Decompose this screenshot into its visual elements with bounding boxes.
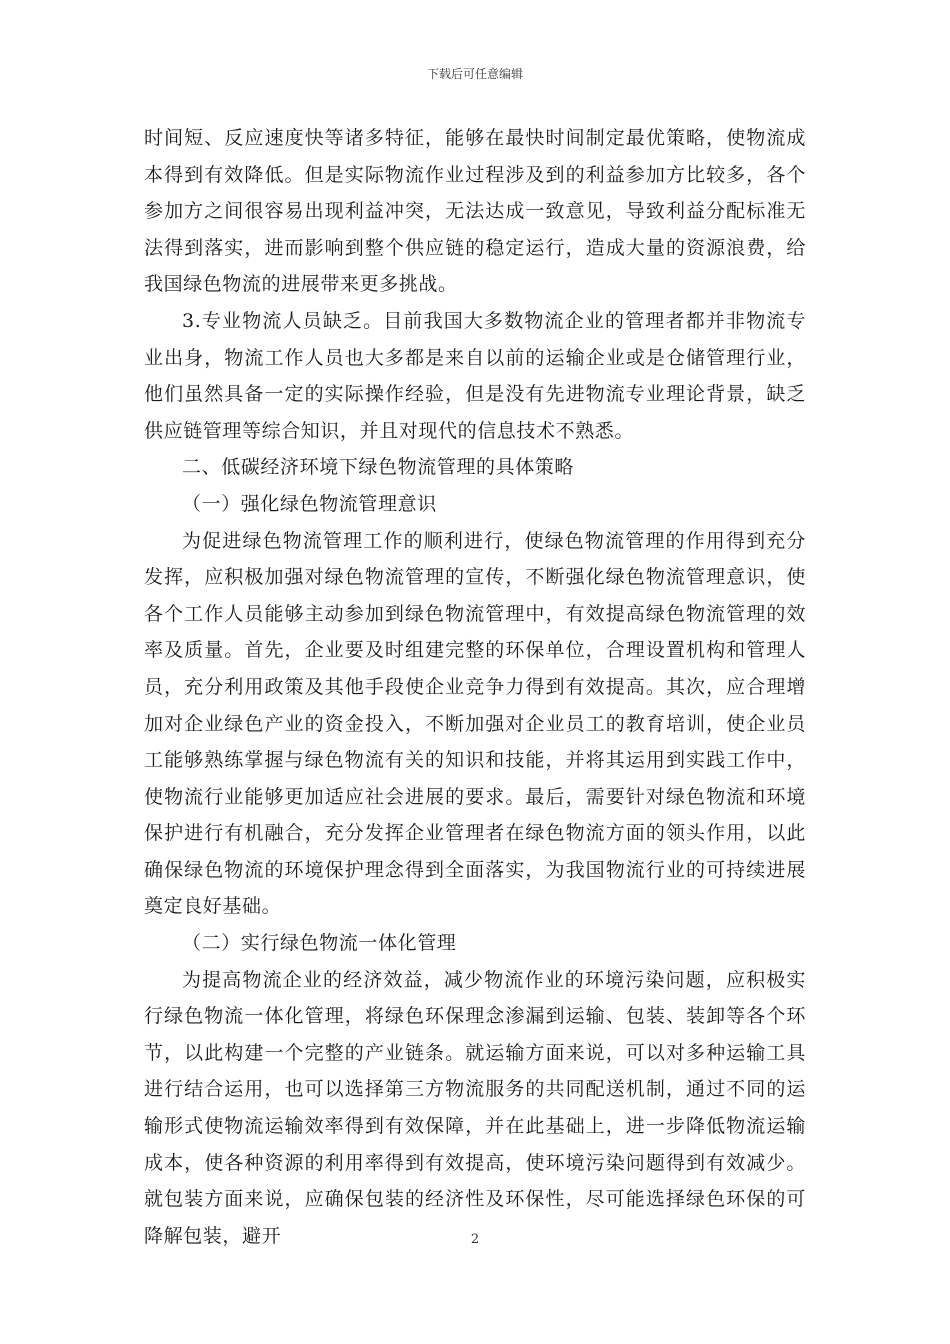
subsection-heading-2: （二）实行绿色物流一体化管理	[182, 932, 457, 955]
paragraph-integration: 为提高物流企业的经济效益，减少物流作业的环境污染问题，应积极实行绿色物流一体化管理，将绿色环保理念渗漏到运输、包装、装卸等各个环节，以此构建一个完整的产业链条。就运输方面来说，可以对多种运输工具进行结合运用，也可以选择第三方物流服务的共同配送机制，通过不同的运输形式使物流运输效率得到有效保障，并在此基础上，进一步降低物流运输成本，使各种资源的利用率得到有效提高，使环境污染问题得到有效减少。就包装方面来说，应确保包装的经济性及环保性，尽可能选择绿色环保的可降解包装，避开	[144, 968, 806, 1247]
body-content	[144, 120, 806, 1254]
paragraph-continuation: 时间短、反应速度快等诸多特征，能够在最快时间制定最优策略，使物流成本得到有效降低。但是实际物流作业过程涉及到的利益参加方比较多，各个参加方之间很容易出现利益冲突，无法达成一致意见，导致利益分配标准无法得到落实，进而影响到整个供应链的稳定运行，造成大量的资源浪费，给我国绿色物流的进展带来更多挑战。	[144, 127, 806, 296]
page-header: 下载后可任意编辑	[426, 67, 523, 81]
subsection-heading-1: （一）强化绿色物流管理意识	[182, 492, 437, 515]
paragraph-awareness: 为促进绿色物流管理工作的顺利进行，使绿色物流管理的作用得到充分发挥，应积极加强对绿色物流管理的宣传，不断强化绿色物流管理意识，使各个工作人员能够主动参加到绿色物流管理中，有效提高绿色物流管理的效率及质量。首先，企业要及时组建完整的环保单位，合理设置机构和管理人员，充分利用政策及其他手段使企业竞争力得到有效提高。其次，应合理增加对企业绿色产业的资金投入，不断加强对企业员工的教育培训，使企业员工能够熟练掌握与绿色物流有关的知识和技能，并将其运用到实践工作中，使物流行业能够更加适应社会进展的要求。最后，需要针对绿色物流和环境保护进行有机融合，充分发挥企业管理者在绿色物流方面的领头作用，以此确保绿色物流的环境保护理念得到全面落实，为我国物流行业的可持续进展奠定良好基础。	[144, 529, 806, 918]
section-heading: 二、低碳经济环境下绿色物流管理的具体策略	[182, 456, 575, 479]
paragraph-staff-shortage: 3.专业物流人员缺乏。目前我国大多数物流企业的管理者都并非物流专业出身，物流工作人员也大多都是来自以前的运输企业或是仓储管理行业，他们虽然具备一定的实际操作经验，但是没有先进物流专业理论背景，缺乏供应链管理等综合知识，并且对现代的信息技术不熟悉。	[144, 309, 806, 442]
page-number: 2	[470, 1232, 480, 1247]
